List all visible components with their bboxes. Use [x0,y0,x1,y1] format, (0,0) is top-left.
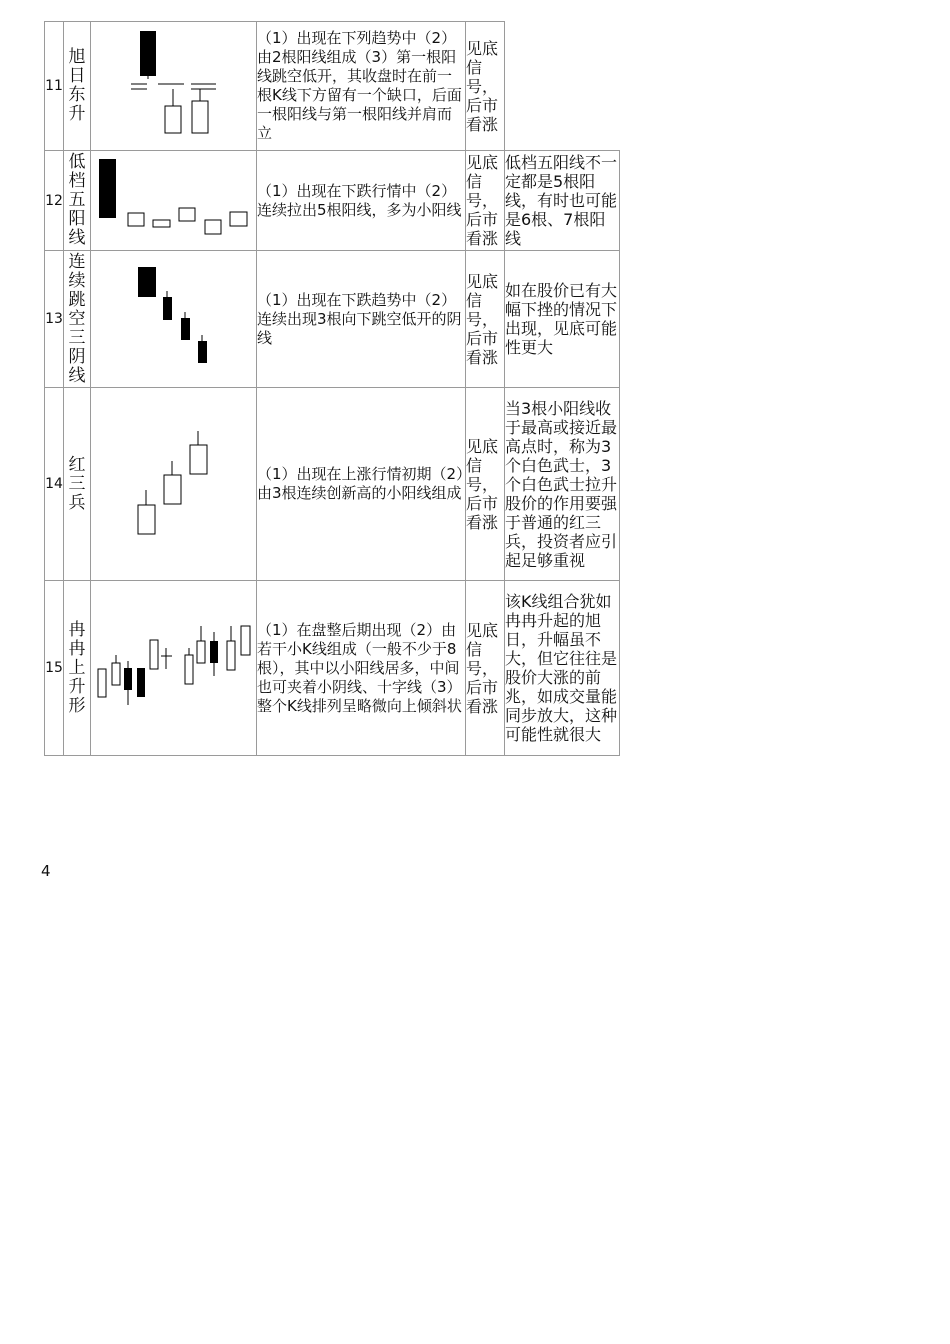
white-candle [153,220,170,227]
page-number: 4 [41,862,51,880]
white-candle [164,475,181,504]
white-candle [192,101,208,133]
pattern-note: 该K线组合犹如冉冉升起的旭日，升幅虽不大，但它往往是股价大涨的前兆，如成交量能同步放大，这种可能性就很大 [505,581,620,756]
white-candle [98,669,106,697]
black-candle [99,159,116,218]
white-candle [197,641,205,663]
black-candle [181,318,190,340]
row-number: 12 [45,151,64,251]
black-candle [210,641,218,663]
table-row [45,22,620,151]
white-candle [205,220,221,234]
pattern-note: 当3根小阳线收于最高或接近最高点时，称为3个白色武士，3个白色武士拉升股价的作用要强于普通的红三兵，投资者应引起足够重视 [505,388,620,581]
pattern-note [505,22,620,151]
black-candle [198,341,207,363]
black-candle [140,31,156,76]
black-candle [138,267,156,297]
pattern-name: 低档五阳线 [64,151,91,251]
black-candle [163,297,172,320]
black-candle [137,668,145,697]
pattern-description: （1）出现在下跌趋势中（2）连续出现3根向下跳空低开的阴线 [257,251,466,388]
pattern-illustration [91,581,257,756]
white-candle [230,212,247,226]
signal-text: 见底信号，后市看涨 [466,581,505,756]
pattern-illustration [91,388,257,581]
white-candle [128,213,144,226]
candlestick-diagram [91,22,256,150]
row-number: 14 [45,388,64,581]
black-candle [124,668,132,690]
pattern-description: （1）出现在上涨行情初期（2）由3根连续创新高的小阳线组成 [257,388,466,581]
pattern-name: 连续跳空三阴线 [64,251,91,388]
pattern-description: （1）出现在下列趋势中（2）由2根阳线组成（3）第一根阳线跳空低开，其收盘时在前一根K线下方留有一个缺口，后面一根阳线与第一根阳线并肩而立 [257,22,466,151]
signal-text: 见底信号，后市看涨 [466,251,505,388]
white-candle [138,505,155,534]
white-candle [190,445,207,474]
row-number: 13 [45,251,64,388]
white-candle [112,663,120,685]
pattern-illustration [91,151,257,251]
row-number: 15 [45,581,64,756]
pattern-note: 低档五阳线不一定都是5根阳线，有时也可能是6根、7根阳线 [505,151,620,251]
pattern-description: （1）在盘整后期出现（2）由若干小K线组成（一般不少于8根），其中以小阳线居多，中间也可夹着小阴线、十字线（3）整个K线排列呈略微向上倾斜状 [257,581,466,756]
white-candle [150,640,158,669]
white-candle [179,208,195,221]
table-row [45,251,620,388]
pattern-description: （1）出现在下跌行情中（2）连续拉出5根阳线，多为小阳线 [257,151,466,251]
white-candle [165,106,181,133]
pattern-illustration [91,251,257,388]
candlestick-pattern-table [44,21,620,756]
pattern-name: 红三兵 [64,388,91,581]
signal-text: 见底信号，后市看涨 [466,151,505,251]
table-row [45,581,620,756]
white-candle [185,655,193,684]
signal-text: 见底信号，后市看涨 [466,22,505,151]
candlestick-diagram [91,251,256,387]
pattern-illustration [91,22,257,151]
signal-text: 见底信号，后市看涨 [466,388,505,581]
table-row [45,151,620,251]
pattern-name: 冉冉上升形 [64,581,91,756]
candlestick-diagram [91,388,256,580]
candlestick-diagram [91,151,256,250]
row-number: 11 [45,22,64,151]
white-candle [241,626,250,655]
table-row [45,388,620,581]
candlestick-diagram [91,581,256,755]
white-candle [227,641,235,670]
pattern-note: 如在股价已有大幅下挫的情况下出现，见底可能性更大 [505,251,620,388]
pattern-name: 旭日东升 [64,22,91,151]
